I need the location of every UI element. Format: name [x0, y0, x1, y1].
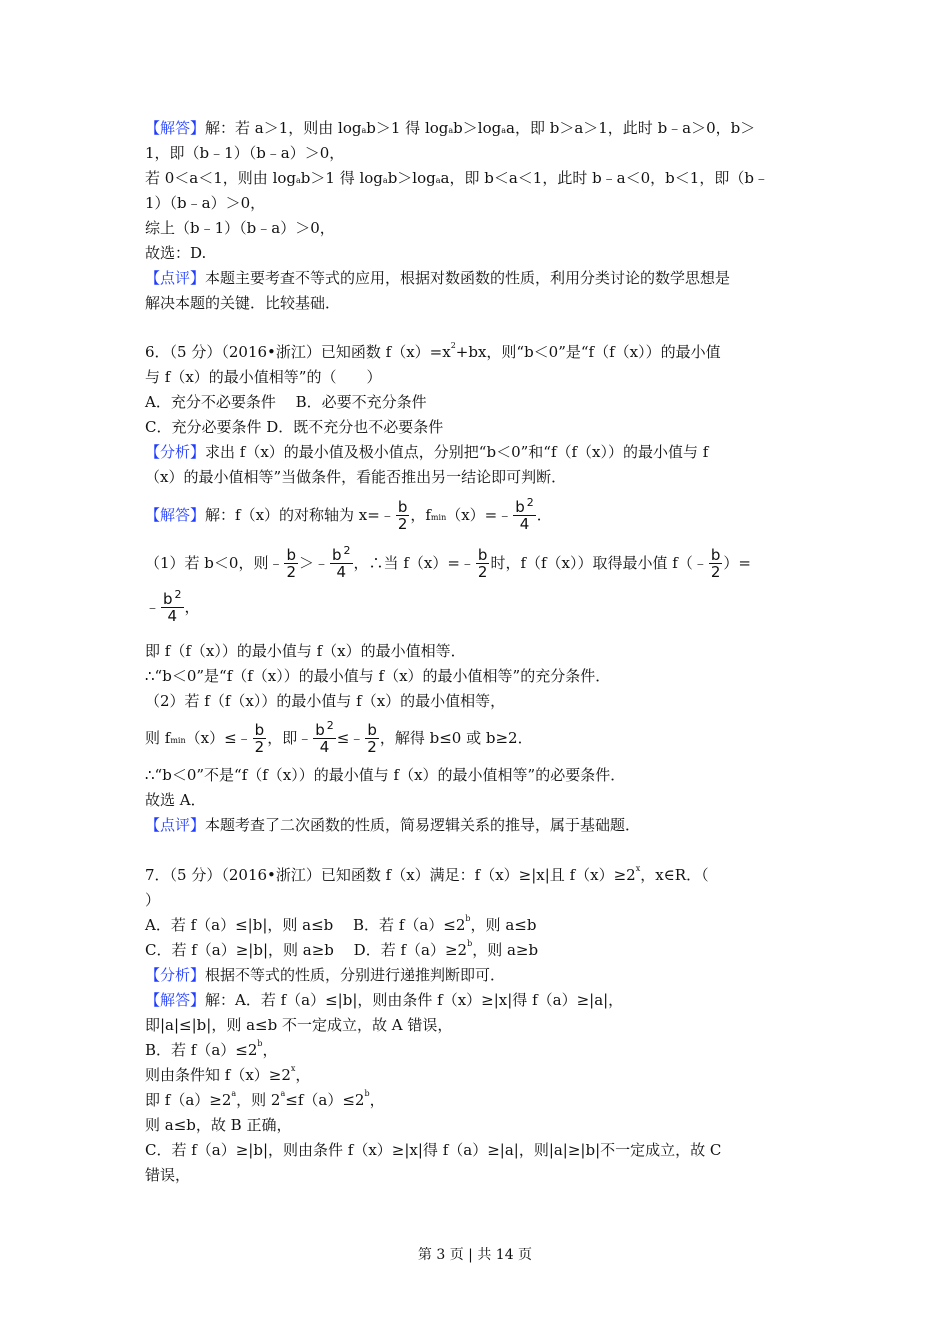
text-line — [145, 1065, 310, 1085]
text-run: +bx，则“b＜0”是“f（f（x））的最小值 — [455, 343, 721, 361]
numerator-text: b — [477, 545, 488, 564]
subscript: a — [435, 176, 441, 185]
text-run: 7．（5 分）（2016•浙江）已知函数 f（x）满足：f（x）≥|x|且 f（x）≥2 — [145, 866, 636, 884]
text-line — [145, 193, 265, 213]
superscript: b — [364, 1089, 370, 1098]
text-line — [145, 666, 610, 686]
text-run: ∴“b＜0”是“f（f（x））的最小值与 f（x）的最小值相等”的充分条件． — [145, 667, 611, 685]
text-run: （x）≤﹣ — [185, 729, 252, 747]
text-line — [145, 543, 751, 581]
fraction-denominator: 4 — [319, 737, 330, 756]
text-line — [145, 268, 730, 288]
fraction-numerator — [365, 722, 379, 739]
fraction-denominator: 2 — [367, 737, 377, 756]
text-run: C．充分必要条件 D．既不充分也不必要条件 — [145, 418, 444, 436]
text-run: ，∴当 f（x）=﹣ — [353, 554, 475, 572]
numerator-text: b — [254, 720, 265, 739]
text-run: ，解得 b≤0 或 b≥2． — [379, 729, 533, 747]
text-run: ， — [184, 598, 200, 616]
text-run: a，即 b＜a＜1，此时 b﹣a＜0，b＜1，即（b﹣ — [440, 169, 769, 187]
fraction — [396, 499, 410, 532]
fraction-numerator — [284, 547, 298, 564]
text-run: ， — [262, 1041, 278, 1059]
fraction-denominator: 4 — [519, 514, 530, 533]
text-run: b＞log — [453, 119, 502, 137]
text-run: ， — [295, 1066, 311, 1084]
text-run: 解：f（x）的对称轴为 x=﹣ — [205, 506, 395, 524]
text-run: 解决本题的关键．比较基础． — [145, 294, 341, 312]
text-line — [145, 587, 200, 625]
text-run: 则 f — [145, 729, 171, 747]
text-run: b＞1 得 log — [366, 119, 449, 137]
text-run: 时，f（f（x））取得最小值 f（﹣ — [490, 554, 708, 572]
fraction — [253, 722, 267, 755]
fraction — [709, 547, 723, 580]
superscript: x — [290, 1064, 296, 1073]
text-run: ）= — [723, 554, 751, 572]
fraction-denominator: 2 — [254, 737, 265, 756]
text-run: （x）=﹣ — [446, 506, 513, 524]
text-line — [145, 168, 769, 188]
fraction-denominator: 4 — [167, 606, 178, 625]
section-tag: 【解答】 — [145, 506, 206, 524]
question-6-stem — [145, 367, 381, 387]
superscript: a — [231, 1089, 237, 1098]
fraction-numerator — [709, 547, 723, 564]
superscript: b — [465, 914, 471, 923]
question-7-options — [145, 940, 538, 960]
text-line — [145, 1115, 291, 1135]
text-run: ，则 a≥b — [472, 941, 539, 959]
numerator-text: b — [286, 545, 296, 564]
text-run: ，即﹣ — [267, 729, 313, 747]
text-run: 求出 f（x）的最小值及极小值点，分别把“b＜0”和“f（f（x））的最小值与 f — [205, 443, 709, 461]
question-7-stem — [145, 890, 160, 910]
subscript: a — [296, 176, 301, 185]
fraction — [365, 722, 379, 755]
text-line — [145, 1015, 452, 1035]
text-run: 则 a≤b，故 B 正确， — [145, 1116, 292, 1134]
subscript: a — [382, 176, 388, 185]
subscript: a — [501, 126, 506, 135]
text-line — [145, 1165, 190, 1185]
fraction-denominator: 2 — [286, 562, 296, 581]
text-run: ≤﹣ — [336, 729, 365, 747]
exponent: 2 — [174, 587, 182, 601]
question-6-stem — [145, 342, 721, 362]
text-run: 故选 A． — [145, 791, 206, 809]
fraction — [161, 587, 184, 625]
text-line — [145, 293, 340, 313]
numerator-text: b — [397, 497, 408, 516]
section-tag: 【点评】 — [145, 269, 206, 287]
fraction-denominator: 2 — [710, 562, 721, 581]
text-line — [145, 143, 344, 163]
text-run: 故选：D. — [145, 244, 207, 262]
fraction — [313, 718, 336, 756]
section-tag: 【解答】 — [145, 991, 206, 1009]
subscript: min — [170, 736, 186, 745]
text-run: 错误， — [145, 1166, 191, 1184]
text-run: a，即 b＞a＞1，此时 b﹣a＞0，b＞ — [506, 119, 756, 137]
numerator-text: b — [367, 720, 377, 739]
text-run: 本题考查了二次函数的性质，简易逻辑关系的推导，属于基础题． — [205, 816, 641, 834]
section-tag: 【分析】 — [145, 443, 206, 461]
text-run: 1，即（b﹣1）（b﹣a）＞0， — [145, 144, 345, 162]
text-run: A．充分不必要条件 B．必要不充分条件 — [145, 393, 427, 411]
text-run: ，f — [410, 506, 431, 524]
exponent: 2 — [526, 495, 534, 509]
text-run: ，则 2 — [236, 1091, 281, 1109]
text-line — [145, 815, 640, 835]
text-run: ，x∈R．（ — [640, 866, 709, 884]
text-line — [145, 691, 505, 711]
text-line — [145, 243, 206, 263]
fraction-numerator — [476, 547, 490, 564]
text-line — [145, 442, 708, 462]
text-run: ∴“b＜0”不是“f（f（x））的最小值与 f（x）的最小值相等”的必要条件． — [145, 766, 626, 784]
fraction-numerator — [161, 587, 184, 608]
text-run: 综上（b﹣1）（b﹣a）＞0， — [145, 219, 335, 237]
fraction — [513, 495, 536, 533]
superscript: a — [280, 1089, 286, 1098]
text-run: ） — [145, 891, 161, 909]
question-7-options — [145, 915, 536, 935]
text-run: 即 f（f（x））的最小值与 f（x）的最小值相等． — [145, 642, 466, 660]
page-footer: 第 3 页 | 共 14 页 — [417, 1247, 533, 1263]
text-run: ， — [369, 1091, 385, 1109]
text-line — [145, 1090, 385, 1110]
text-run: 本题主要考查不等式的应用，根据对数函数的性质，利用分类讨论的数学思想是 — [205, 269, 731, 287]
fraction-numerator — [313, 718, 336, 739]
text-line — [145, 790, 206, 810]
text-run: ≤f（a）≤2 — [285, 1091, 365, 1109]
text-line — [145, 495, 552, 533]
superscript: x — [635, 864, 641, 873]
question-6-options — [145, 392, 427, 412]
subscript: min — [430, 513, 447, 522]
text-line — [145, 467, 566, 487]
text-line — [145, 765, 625, 785]
fraction — [476, 547, 490, 580]
question-6-options — [145, 417, 443, 437]
text-run: ﹣ — [145, 598, 161, 616]
text-run: 即 f（a）≥2 — [145, 1091, 232, 1109]
text-line — [145, 1040, 278, 1060]
text-line — [145, 965, 505, 985]
superscript: b — [467, 939, 473, 948]
text-line — [145, 990, 623, 1010]
section-tag: 【分析】 — [145, 966, 206, 984]
fraction-numerator — [253, 722, 267, 739]
text-run: b＞log — [387, 169, 436, 187]
subscript: a — [448, 126, 454, 135]
text-run: C．若 f（a）≥|b|，则由条件 f（x）≥|x|得 f（a）≥|a|，则|a|≥|b|不一定成立，故 C — [145, 1141, 722, 1159]
text-run: ． — [536, 506, 552, 524]
text-run: 解：A．若 f（a）≤|b|，则由条件 f（x）≥|x|得 f（a）≥|a|， — [205, 991, 624, 1009]
text-run: 则由条件知 f（x）≥2 — [145, 1066, 291, 1084]
text-run: 与 f（x）的最小值相等”的（ ） — [145, 368, 382, 386]
text-run: 1）（b﹣a）＞0， — [145, 194, 266, 212]
fraction-numerator — [396, 499, 410, 516]
text-run: （x）的最小值相等”当做条件，看能否推出另一结论即可判断． — [145, 468, 567, 486]
text-run: A．若 f（a）≤|b|，则 a≤b B．若 f（a）≤2 — [145, 916, 466, 934]
fraction-denominator: 4 — [336, 562, 347, 581]
text-run: C．若 f（a）≥|b|，则 a≥b D．若 f（a）≥2 — [145, 941, 468, 959]
fraction-denominator: 2 — [477, 562, 488, 581]
text-run: ，则 a≤b — [470, 916, 537, 934]
text-run: ＞﹣ — [299, 554, 330, 572]
fraction-denominator: 2 — [397, 514, 408, 533]
fraction-numerator — [513, 495, 536, 516]
text-run: （1）若 b＜0，则﹣ — [145, 554, 284, 572]
text-line — [145, 118, 755, 138]
text-line — [145, 218, 335, 238]
numerator-text: b — [332, 545, 342, 564]
fraction-numerator — [330, 543, 353, 564]
text-run: （2）若 f（f（x））的最小值与 f（x）的最小值相等， — [145, 692, 506, 710]
section-tag: 【点评】 — [145, 816, 206, 834]
text-line — [145, 641, 466, 661]
section-tag: 【解答】 — [145, 119, 206, 137]
text-line — [145, 718, 533, 756]
numerator-text: b — [315, 720, 325, 739]
text-run: 根据不等式的性质，分别进行递推判断即可． — [205, 966, 506, 984]
text-run: 即|a|≤|b|，则 a≤b 不一定成立，故 A 错误， — [145, 1016, 453, 1034]
text-run: 若 0＜a＜1，则由 log — [145, 169, 296, 187]
text-run: b＞1 得 log — [300, 169, 383, 187]
exponent: 2 — [326, 718, 334, 732]
exponent: 2 — [343, 543, 351, 557]
text-run: B．若 f（a）≤2 — [145, 1041, 258, 1059]
superscript: 2 — [450, 341, 456, 350]
numerator-text: b — [710, 545, 721, 564]
numerator-text: b — [515, 497, 525, 516]
superscript: b — [257, 1039, 263, 1048]
fraction — [330, 543, 353, 581]
text-run: 解：若 a＞1，则由 log — [205, 119, 362, 137]
text-run: 6．（5 分）（2016•浙江）已知函数 f（x）=x — [145, 343, 451, 361]
fraction — [284, 547, 298, 580]
subscript: a — [361, 126, 367, 135]
question-7-stem — [145, 865, 709, 885]
numerator-text: b — [163, 589, 173, 608]
text-line — [145, 1140, 721, 1160]
